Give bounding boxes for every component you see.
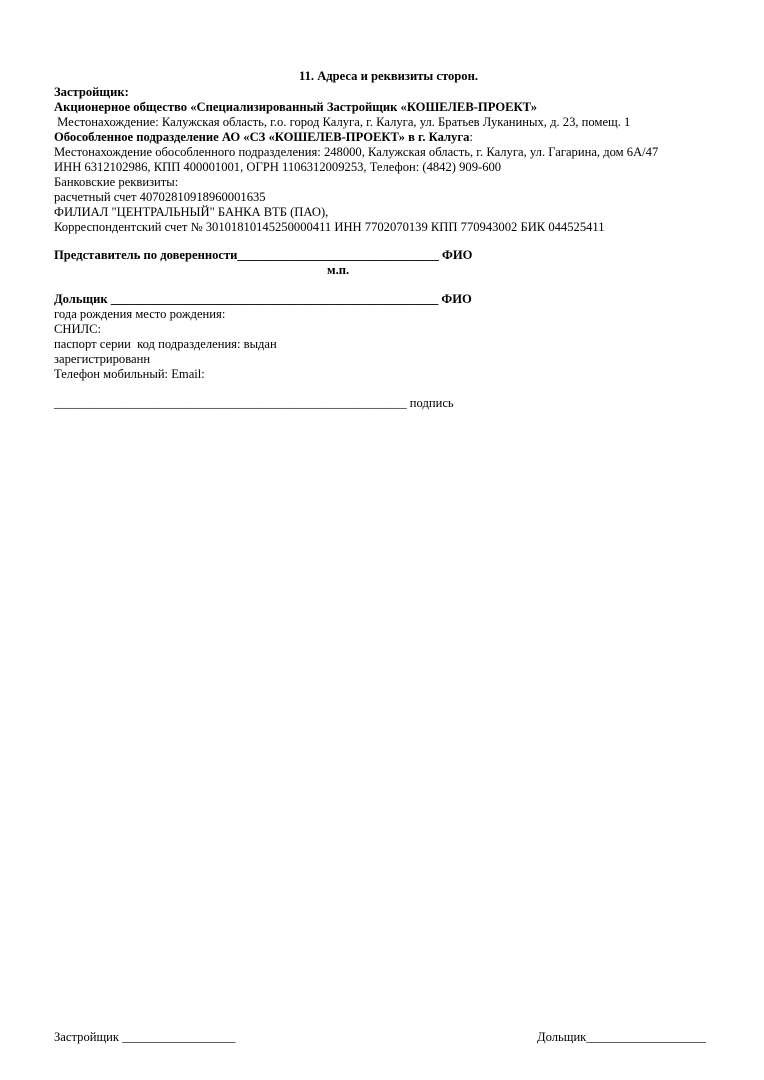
developer-subdivision [54,130,473,145]
developer-heading: Застройщик: [54,85,129,99]
footer-shareholder-sign: Дольщик___________________ [537,1030,706,1044]
representative-line: Представитель по доверенности________________________________ ФИО [54,248,473,262]
shareholder-line: Дольщик ____________________________________________________ ФИО [54,292,472,306]
section-title: 11. Адреса и реквизиты сторон. [299,69,479,83]
subdivision-name: Обособленное подразделение АО «СЗ «КОШЕЛЕВ-ПРОЕКТ» в г. Калуга [54,130,470,144]
subdivision-colon: : [469,130,473,144]
shareholder-contacts: Телефон мобильный: Email: [54,367,205,381]
correspondent-account: Корреспондентский счет № 30101810145250000411 ИНН 7702070139 КПП 770943002 БИК 044525411 [54,220,605,234]
shareholder-registered: зарегистрированн [54,352,151,366]
shareholder-birth: года рождения место рождения: [54,307,226,321]
developer-location: Местонахождение: Калужская область, г.о. город Калуга, г. Калуга, ул. Братьев Луканиных, д. 23, помещ. 1 [54,115,631,129]
developer-company: Акционерное общество «Специализированный Застройщик «КОШЕЛЕВ-ПРОЕКТ» [54,100,538,114]
stamp-label: м.п. [327,263,350,277]
settlement-account: расчетный счет 40702810918960001635 [54,190,266,204]
bank-name: ФИЛИАЛ "ЦЕНТРАЛЬНЫЙ" БАНКА ВТБ (ПАО), [54,205,329,219]
shareholder-snils: СНИЛС: [54,322,102,336]
developer-ids: ИНН 6312102986, КПП 400001001, ОГРН 1106312009253, Телефон: (4842) 909-600 [54,160,502,174]
signature-line: ________________________________________________________ подпись [54,396,454,410]
bank-heading: Банковские реквизиты: [54,175,179,189]
shareholder-passport: паспорт серии код подразделения: выдан [54,337,277,351]
subdivision-location: Местонахождение обособленного подразделения: 248000, Калужская область, г. Калуга, ул. Гагарина, дом 6А/47 [54,145,659,159]
footer-developer-sign: Застройщик __________________ [54,1030,236,1044]
